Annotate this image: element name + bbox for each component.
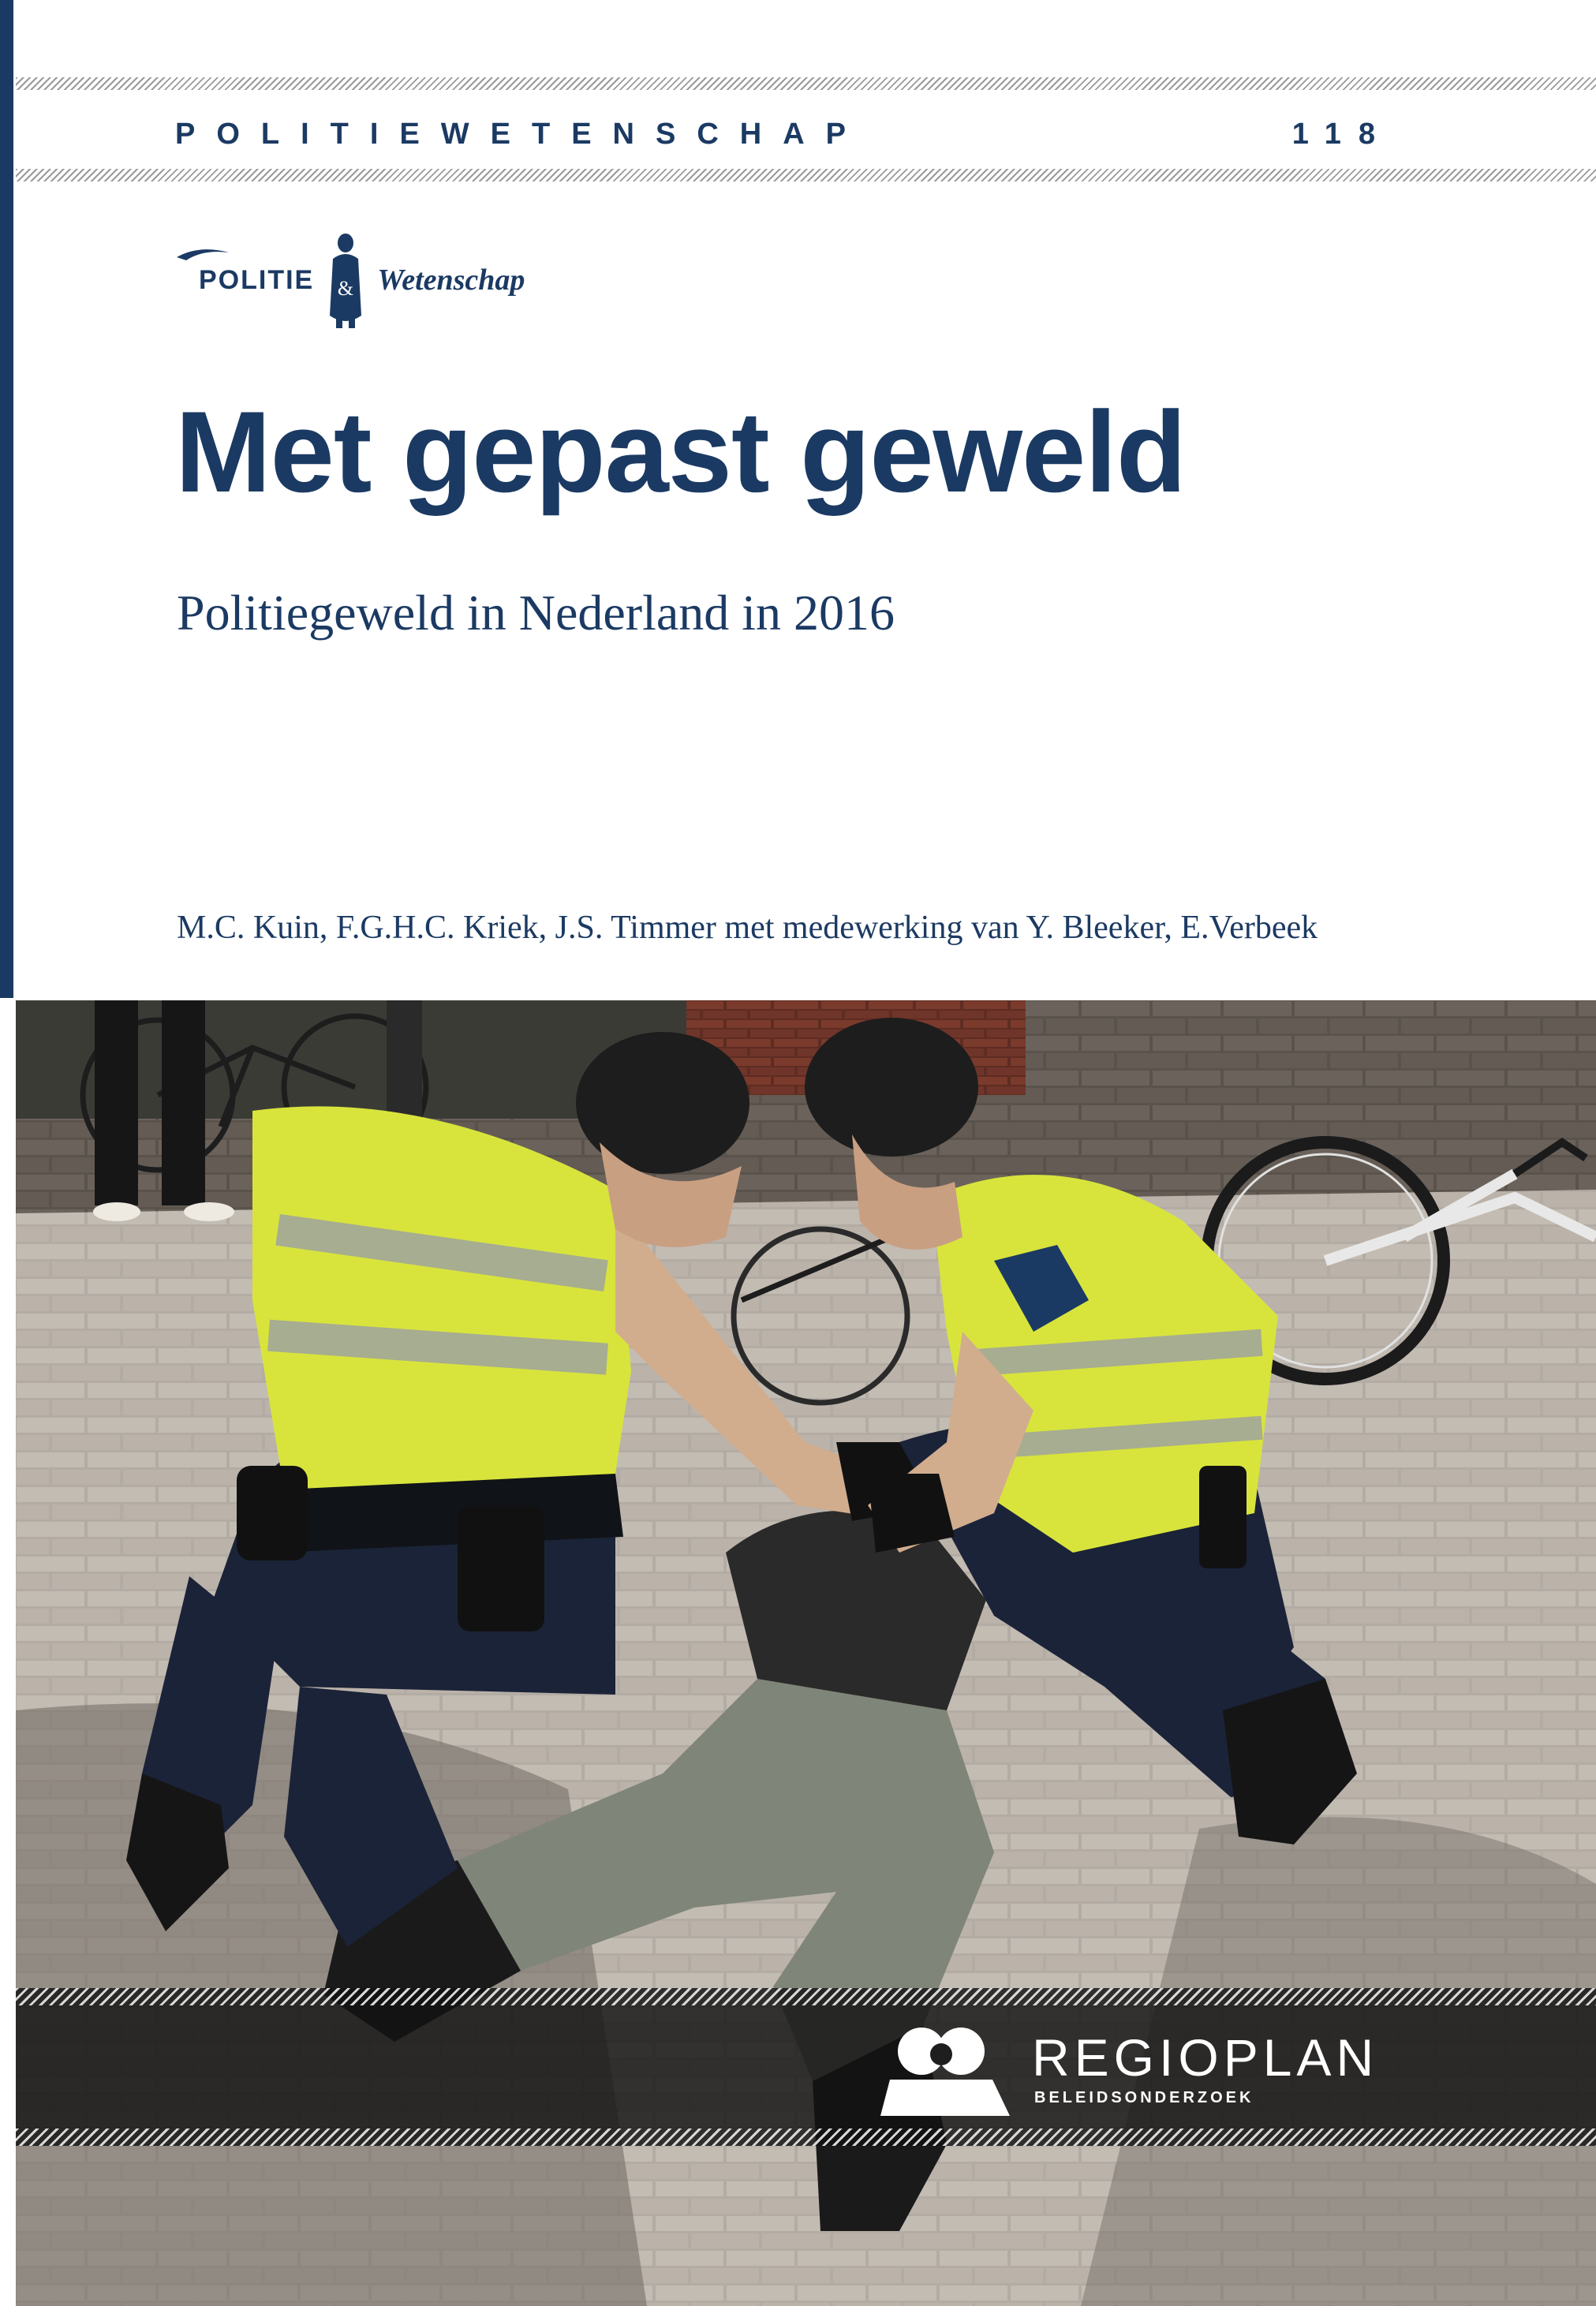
footer-band: [16, 1988, 1596, 2146]
book-authors: M.C. Kuin, F.G.H.C. Kriek, J.S. Timmer met medewerking van Y. Bleeker, E.Verbeek: [177, 910, 1318, 946]
regioplan-logo: [874, 2023, 1411, 2116]
regioplan-name: REGIOPLAN: [1032, 2028, 1379, 2087]
series-name: POLITIEWETENSCHAP: [175, 117, 868, 151]
logo-politie-word: POLITIE: [199, 264, 315, 295]
footer-band-top-hatch: [16, 1988, 1596, 2005]
logo-figure-icon: [322, 229, 369, 331]
top-hatch-divider: [16, 77, 1596, 90]
series-header: [175, 115, 1392, 153]
svg-text:&: &: [338, 277, 354, 300]
politie-wetenschap-logo: [175, 229, 585, 331]
bottom-hatch-divider: [16, 169, 1596, 181]
book-title: Met gepast geweld: [175, 387, 1187, 516]
book-subtitle: Politiegeweld in Nederland in 2016: [177, 585, 895, 641]
cover-spine-stripe: [0, 0, 13, 998]
footer-band-bottom-hatch: [16, 2128, 1596, 2146]
logo-wetenschap-word: Wetenschap: [377, 263, 525, 297]
regioplan-tagline: BELEIDSONDERZOEK: [1034, 2089, 1254, 2106]
series-number: 118: [1291, 117, 1392, 151]
logo-swoosh-icon: [175, 246, 230, 262]
regioplan-people-icon: [874, 2023, 1016, 2116]
